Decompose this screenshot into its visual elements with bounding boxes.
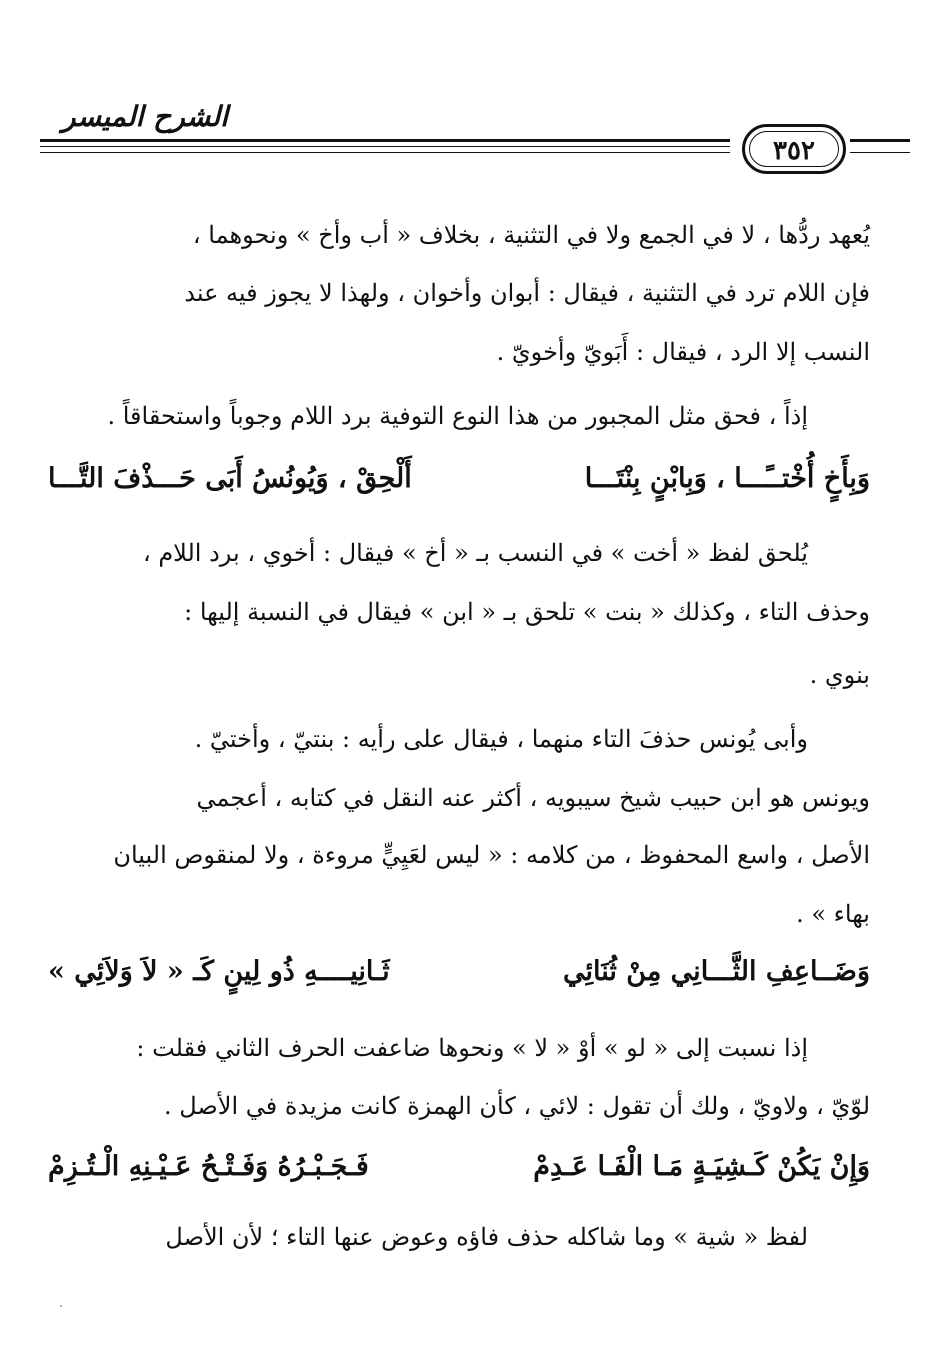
text-line: لفظ « شية » وما شاكله حذف فاؤه وعوض عنها التاء ؛ لأن الأصل <box>165 1223 808 1251</box>
text-line: بهاء » . <box>796 900 870 928</box>
text-line: وحذف التاء ، وكذلك « بنت » تلحق بـ « ابن » فيقال في النسبة إليها : <box>184 598 870 626</box>
header-rule-thick <box>40 139 730 142</box>
text-line: إذا نسبت إلى « لو » أوْ « لا » ونحوها ضاعفت الحرف الثاني فقلت : <box>136 1034 808 1062</box>
text-line: يُلحق لفظ « أخت » في النسب بـ « أخ » فيقال : أخوي ، برد اللام ، <box>142 539 808 567</box>
text-line: الأصل ، واسع المحفوظ ، من كلامه : « ليس لعَيِيٍّ مروءة ، ولا لمنقوص البيان <box>113 841 870 869</box>
verse-hemistich-second: ثَـانِيــــهِ ذُو لِينٍ كَـ « لاَ وَلاَئِي » <box>48 956 390 987</box>
verse-hemistich-first: وَبِأَخٍ أُخْتــًـــا ، وَبِابْنٍ بِنْتَـــا <box>584 463 870 494</box>
verse-hemistich-second: فَـجَـبْـرُهُ وَفَـتْـحُ عَـيْـنِهِ الْـتُـزِمْ <box>48 1151 369 1182</box>
scan-speck <box>60 1305 62 1307</box>
header-rule-thin <box>40 152 730 153</box>
text-line: لوّيّ ، ولاويّ ، ولك أن تقول : لائي ، كأن الهمزة كانت مزيدة في الأصل . <box>163 1092 870 1120</box>
text-line: وأبى يُونس حذفَ التاء منهما ، فيقال على رأيه : بنتيّ ، وأختيّ . <box>194 725 808 753</box>
verse-hemistich-first: وَضَــاعِفِ الثَّـــانِي مِنْ ثُنَائِي <box>562 956 870 987</box>
page-header <box>0 0 944 190</box>
page-number-cartouche <box>742 124 846 174</box>
verse-hemistich-second: أَلْحِقْ ، وَيُونُسُ أَبَى حَـــذْفَ التَّـــا <box>48 463 412 494</box>
header-rule-right <box>850 139 910 142</box>
text-line: بنوي . <box>809 661 870 689</box>
verse-hemistich-first: وَإِنْ يَكُنْ كَـشِيَـةٍ مَـا الْفَـا عَـدِمْ <box>533 1151 870 1182</box>
text-line: فإن اللام ترد في التثنية ، فيقال : أبوان وأخوان ، ولهذا لا يجوز فيه عند <box>184 279 870 307</box>
text-line: النسب إلا الرد ، فيقال : أَبَويّ وأخويّ . <box>496 338 870 366</box>
header-rule-right-thin <box>850 152 910 153</box>
text-line: إذاً ، فحق مثل المجبور من هذا النوع التوفية برد اللام وجوباً واستحقاقاً . <box>107 402 808 430</box>
page-number: ٣٥٢ <box>773 136 815 166</box>
book-title: الشرح الميسر <box>62 100 228 133</box>
header-rule-mid <box>40 146 730 147</box>
text-line: يُعهد ردُّها ، لا في الجمع ولا في التثنية ، بخلاف « أب وأخ » ونحوهما ، <box>192 221 870 249</box>
text-line: ويونس هو ابن حبيب شيخ سيبويه ، أكثر عنه النقل في كتابه ، أعجمي <box>196 784 870 812</box>
